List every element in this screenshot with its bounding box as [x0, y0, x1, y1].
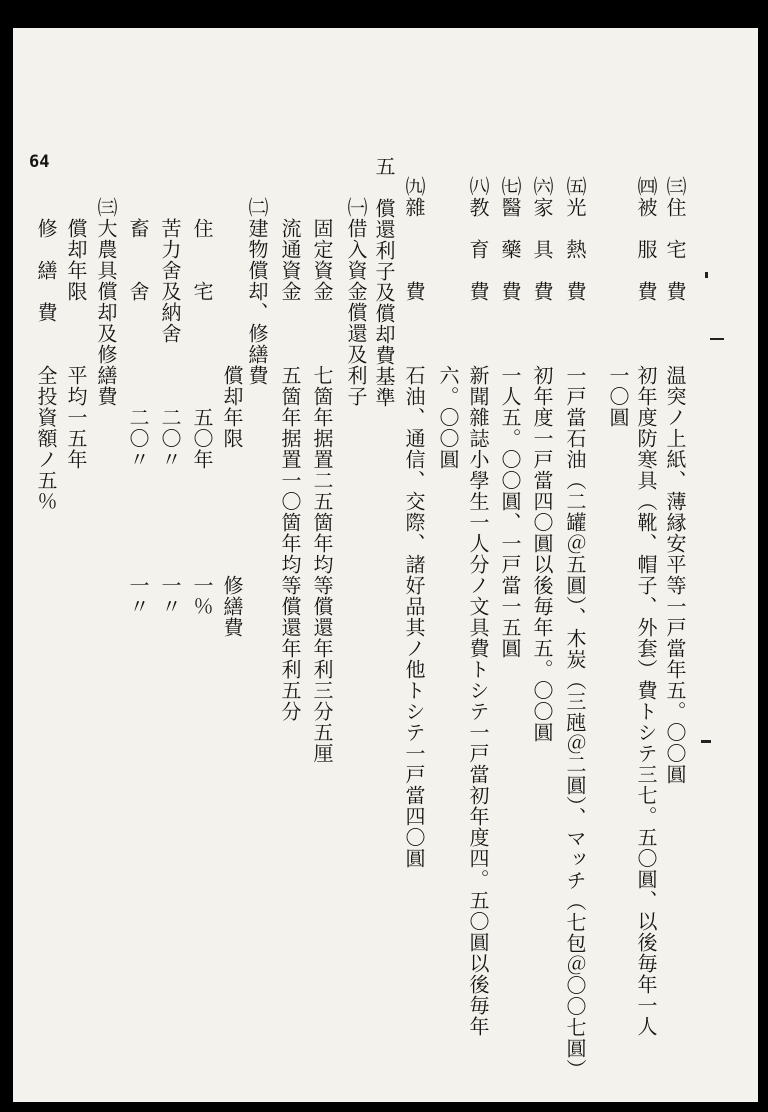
- document-page: [13, 28, 758, 1102]
- subsection-heading: ㈠借入資金償還及利子: [344, 176, 368, 407]
- page-number: 64: [29, 152, 50, 172]
- text-column: ㈤光 熱 費 一戸當石油（二罐＠五圓）、木炭（三瓲＠二圓）、マッチ（七包＠〇〇七圓）: [563, 176, 587, 1080]
- text-column: 流通資金 五箇年据置一〇箇年均等償還年利五分: [278, 176, 302, 722]
- subsection-heading: ㈢大農具償却及修繕費: [94, 176, 118, 407]
- scan-speck: [701, 740, 711, 743]
- text-column: ㈣被 服 費 初年度防寒具（靴、帽子、外套）費トシテ三七。五〇圓、以後毎年一人: [634, 176, 658, 1037]
- text-column: ㈥家 具 費 初年度一戸當四〇圓以後毎年五。〇〇圓: [530, 176, 554, 743]
- table-header: 償却年限 修繕費: [220, 176, 244, 638]
- text-column: 固定資金 七箇年据置二五箇年均等償還年利三分五厘: [310, 176, 334, 764]
- text-column: ㈨雜 費 石油、通信、交際、諸好品其ノ他トシテ一戸當四〇圓: [402, 176, 426, 869]
- table-row: 畜 舍 二〇〃 一〃: [126, 176, 150, 617]
- text-column: ㈢住 宅 費 温突ノ上紙、薄縁安平等一戸當年五。〇〇圓: [663, 176, 687, 785]
- text-column: 修 繕 費 全投資額ノ五％: [34, 176, 58, 512]
- text-column: ㈦醫 藥 費 一人五。〇〇圓、一戸當一五圓: [498, 176, 522, 659]
- text-column: 一〇圓: [606, 176, 630, 428]
- subsection-heading: ㈡建物償却、修繕費: [245, 176, 269, 386]
- table-row: 住 宅 五〇年 一％: [190, 176, 214, 617]
- table-row: 苦力舍及納舍 二〇〃 一〃: [158, 176, 182, 617]
- text-column: 償却年限 平均一五年: [64, 176, 88, 470]
- text-column: 六。〇〇圓: [436, 176, 460, 470]
- text-column: ㈧教 育 費 新聞雜誌小學生一人分ノ文具費トシテ一戸當初年度四。五〇圓以後毎年: [466, 176, 490, 1037]
- scan-speck: [710, 338, 724, 340]
- scan-speck: [705, 272, 708, 278]
- section-heading: 五 償還利子及償却費基準: [372, 156, 396, 408]
